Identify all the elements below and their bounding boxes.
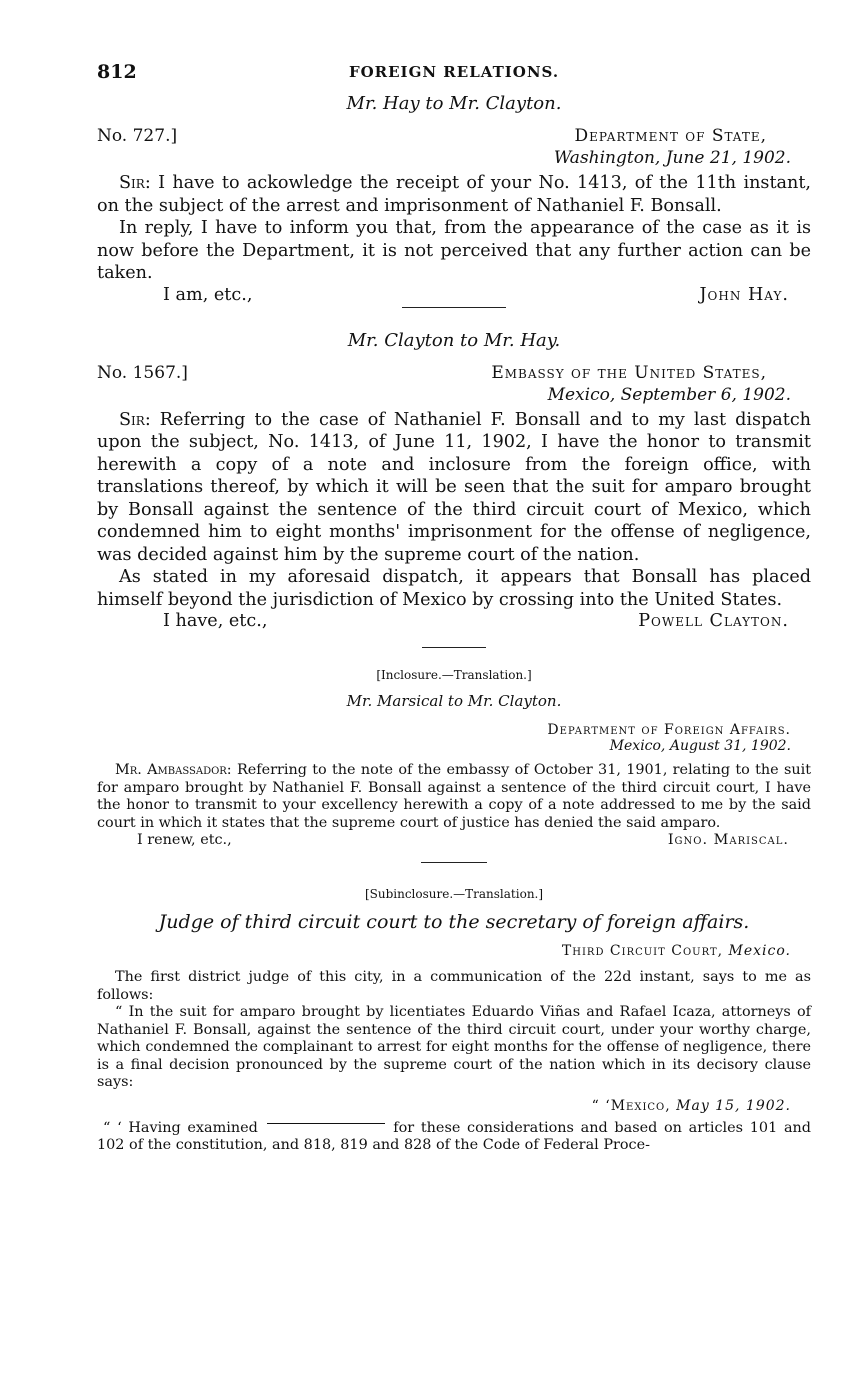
- letter1-closing: I am, etc.,: [163, 284, 253, 305]
- subinclosure-label: [Subinclosure.—Translation.]: [364, 887, 544, 901]
- letter1-title: Mr. Hay to Mr. Clayton.: [346, 93, 562, 114]
- letter2-closing: I have, etc.,: [163, 611, 268, 631]
- letter2-place-date: Mexico, September 6, 1902.: [547, 384, 791, 405]
- letter2-paragraph-1: Sir: Referring to the case of Nathaniel F. Bonsall and to my last dispatch upon the subject, No. 1413, of June 11, 1902, I have the honor to transmit herewith a copy of a note and inclosure from the foreign office, with translations thereof, by which it will be seen that the suit for amparo brought by Bonsall against the sentence of the third circuit court of Mexico, which condemned him to eight months' imprisonment for the offense of negligence, was decided against him by the supreme court of the nation.: [97, 409, 812, 565]
- quote-place: “ ‘Mexico,: [591, 1097, 671, 1114]
- running-title: FOREIGN RELATIONS.: [348, 63, 560, 81]
- letter1-number: No. 727.]: [97, 126, 178, 146]
- subinclosure-place: Mexico.: [728, 943, 791, 959]
- letter1-salutation: Sir:: [119, 173, 151, 193]
- inclosure-office: Department of Foreign Affairs.: [547, 722, 791, 738]
- subinclosure-quote-date-line: [97, 1098, 811, 1114]
- letter1-paragraph-2: In reply, I have to inform you that, from the appearance of the case as it is now before the Department, it is not perceived that any further action can be taken.: [97, 218, 811, 283]
- letter2-heading: [97, 363, 811, 385]
- subinclosure-heading: [97, 943, 811, 959]
- quote-date: May 15, 1902.: [676, 1097, 791, 1114]
- subinclosure-paragraph-3: “ ‘ Having examined for these considerations and based on articles 101 and 102 of the constitution, and 818, 819 and 828 of the Code of Federal Proce-: [97, 1119, 812, 1153]
- inclosure-title: Mr. Marsical to Mr. Clayton.: [346, 692, 562, 710]
- subinclosure-paragraph-2: “ In the suit for amparo brought by licentiates Eduardo Viñas and Rafael Icaza, attorneys of Nathaniel F. Bonsall, against the sentence of the third circuit court, under your worthy charge, which condemned the complainant to arrest for eight months for the offense of negligence, there is a final decision pronounced by the supreme court of the nation which in its decisory clause says:: [97, 1004, 811, 1090]
- letter2-paragraph-2: As stated in my aforesaid dispatch, it appears that Bonsall has placed himself beyond the jurisdiction of Mexico by crossing into the United States.: [97, 567, 811, 610]
- letter1-paragraph-1: Sir: I have to ackowledge the receipt of your No. 1413, of the 11th instant, on the subject of the arrest and imprisonment of Nathaniel F. Bonsall.: [97, 173, 811, 216]
- letter1-closing-line: [97, 285, 811, 307]
- inclosure-signature: Igno. Mariscal.: [667, 832, 789, 848]
- letter2-office: Embassy of the United States,: [491, 362, 767, 383]
- page-number: 812: [97, 61, 137, 83]
- letter2-signature: Powell Clayton.: [638, 611, 789, 631]
- inclosure-place-date: Mexico, August 31, 1902.: [609, 738, 791, 754]
- letter1-office: Department of State,: [574, 126, 767, 146]
- inclosure-salutation: Mr. Ambassador:: [115, 762, 232, 778]
- inclosure-closing-line: [97, 832, 811, 850]
- inclosure-label: [Inclosure.—Translation.]: [376, 668, 532, 682]
- subinclosure-paragraph-1: The first district judge of this city, in a communication of the 22d instant, says to me as follows:: [97, 969, 811, 1003]
- letter1-signature: John Hay.: [699, 284, 789, 305]
- letter2-title: Mr. Clayton to Mr. Hay.: [347, 329, 561, 351]
- letter2-closing-line: [97, 611, 811, 633]
- letter1-heading: [97, 126, 811, 148]
- subinclosure-office: Third Circuit Court,: [561, 943, 724, 959]
- subinclosure-title: Judge of third circuit court to the secretary of foreign affairs.: [158, 911, 750, 933]
- inclosure-paragraph: Mr. Ambassador: Referring to the note of the embassy of October 31, 1901, relating to the suit for amparo brought by Nathaniel F. Bonsall against a sentence of the third circuit court, I have the honor to transmit to your excellency herewith a copy of a note addressed to me by the said court in which it states that the supreme court of justice has denied the said amparo.: [97, 762, 811, 831]
- letter1-place-date: Washington, June 21, 1902.: [553, 148, 791, 168]
- letter2-number: No. 1567.]: [97, 362, 188, 383]
- omission-dash: [267, 1123, 385, 1124]
- letter2-salutation: Sir:: [119, 409, 151, 430]
- page-header: [97, 55, 811, 89]
- page: [97, 55, 811, 1155]
- inclosure-closing: I renew, etc.,: [137, 832, 232, 848]
